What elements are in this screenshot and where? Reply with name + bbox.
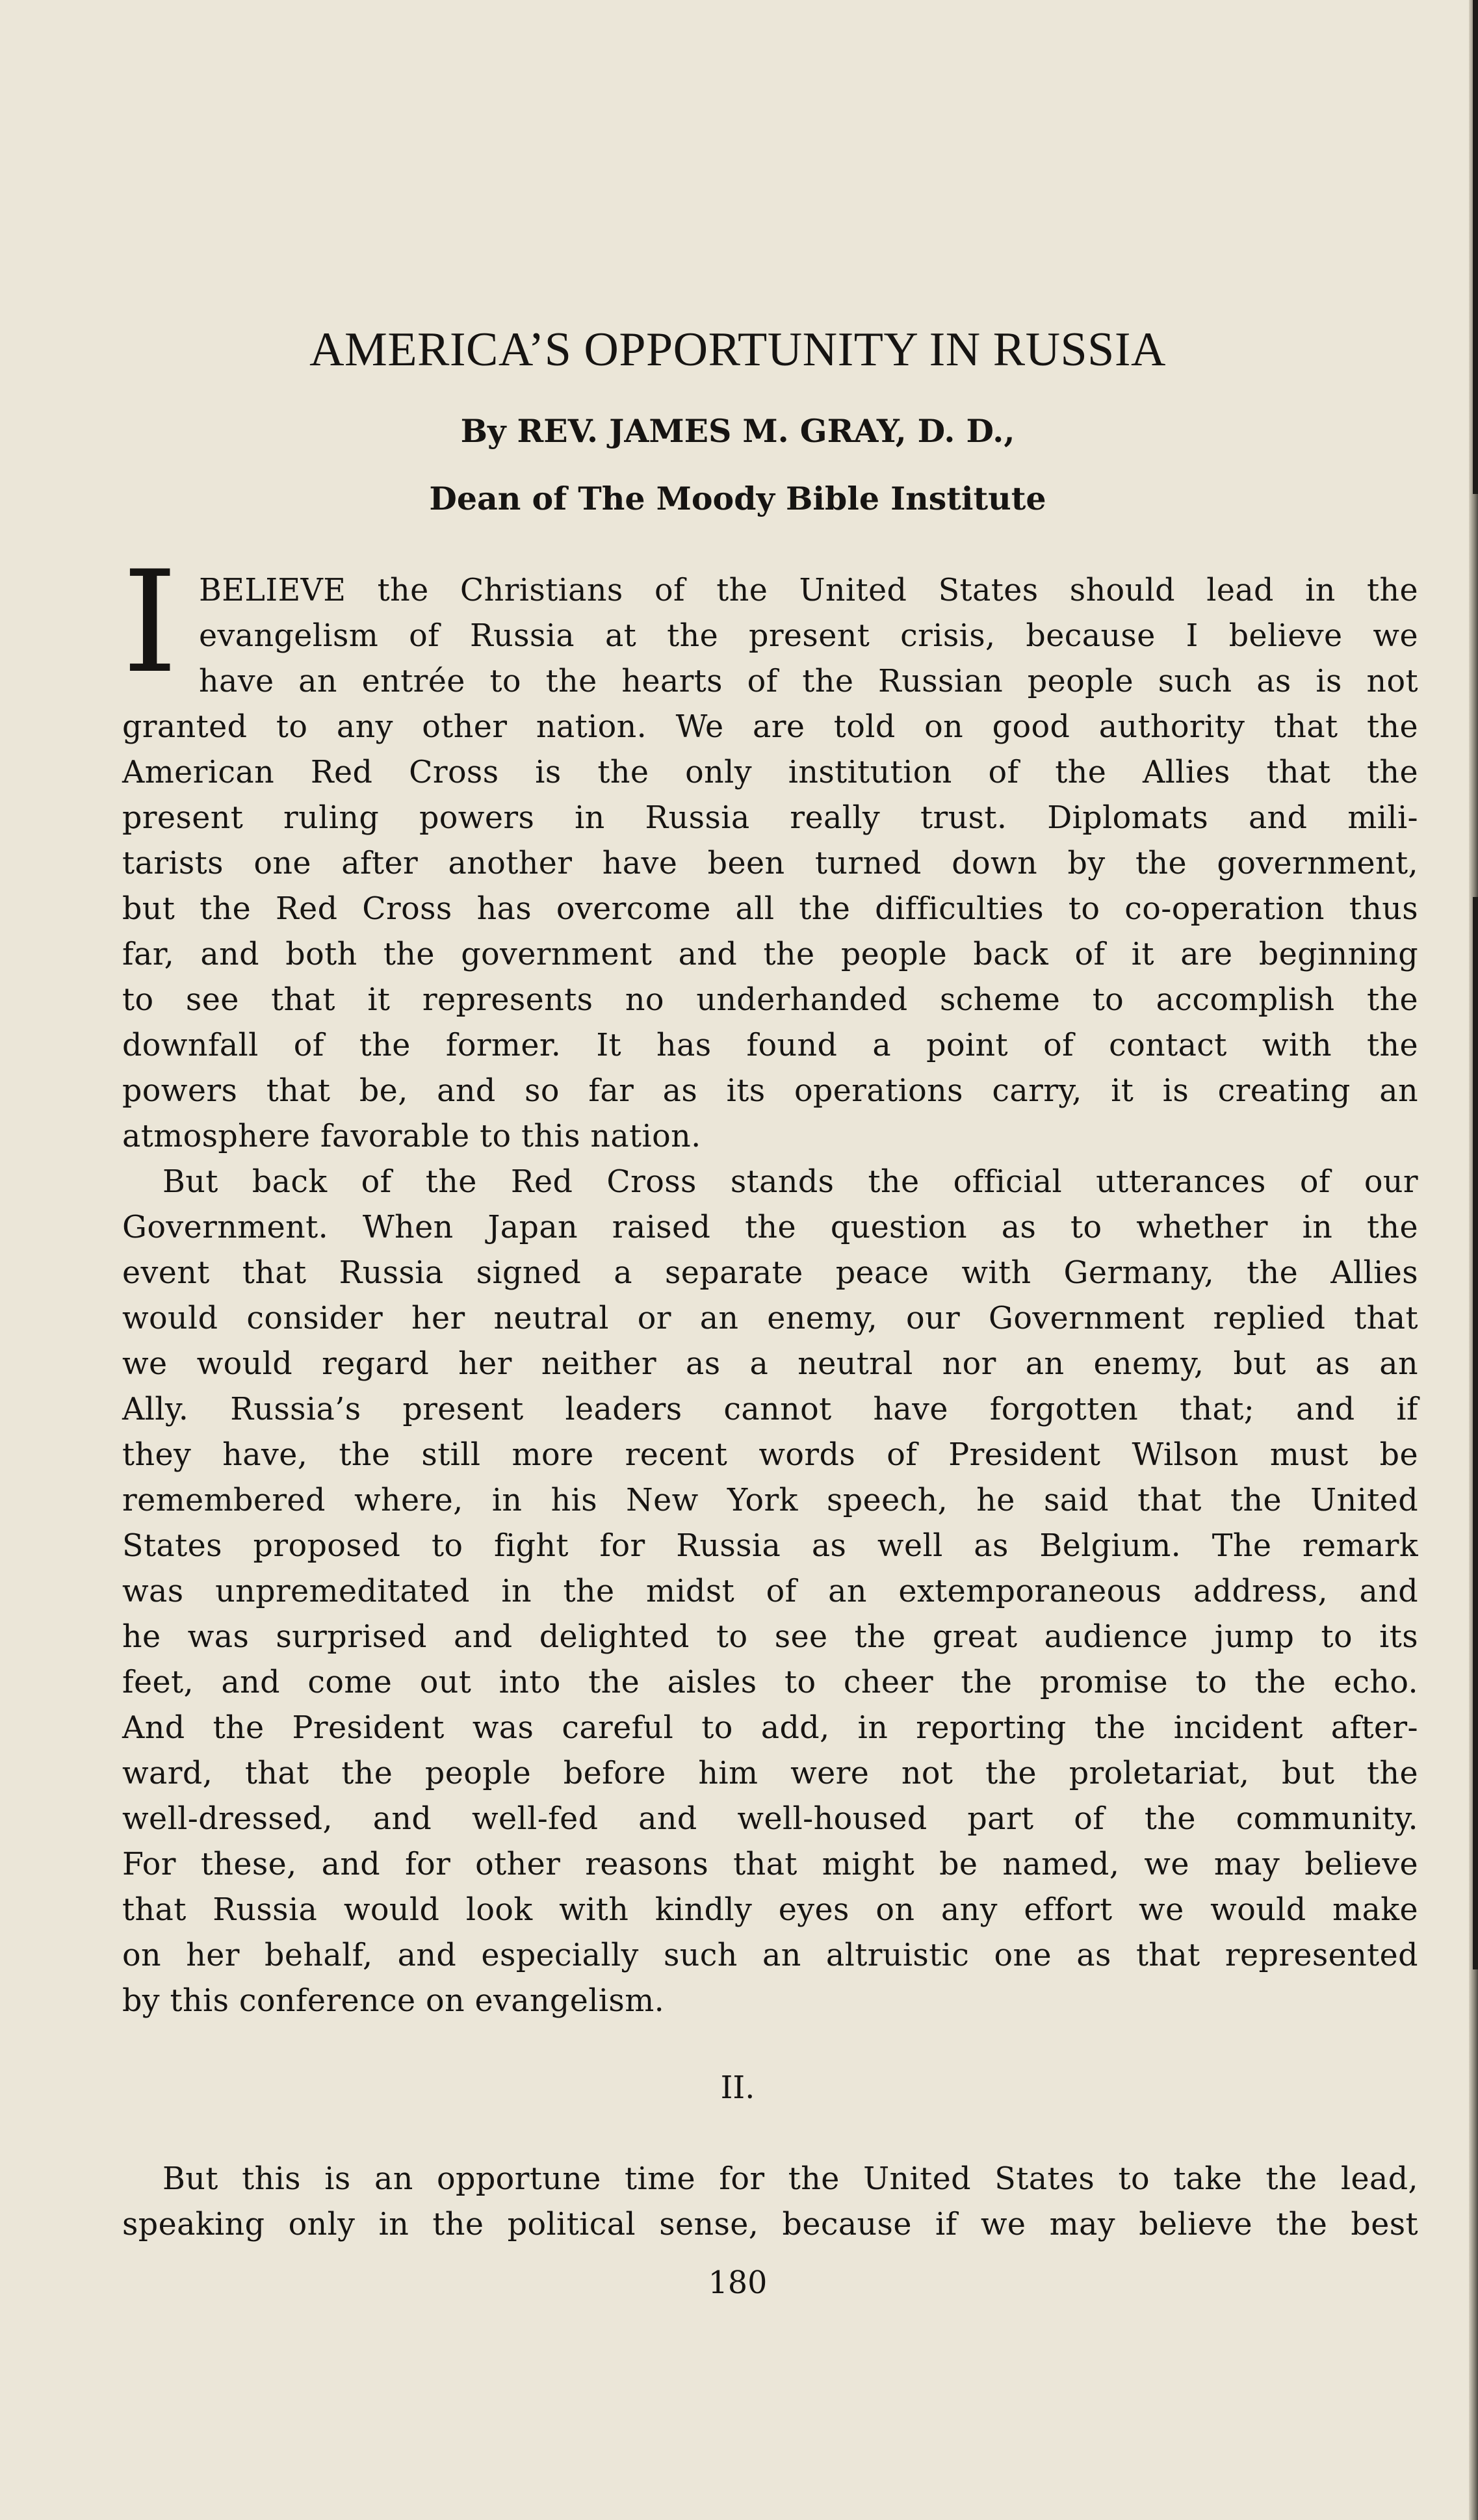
paragraph-1-line: but the Red Cross has overcome all the difficulties to co-operation thus <box>122 891 1418 927</box>
paragraph-2-line: they have, the still more recent words of President Wilson must be <box>122 1437 1418 1473</box>
section-number: II. <box>720 2070 755 2106</box>
author-affiliation: Dean of The Moody Bible Institute <box>429 480 1046 517</box>
paragraph-3-line: But this is an opportune time for the United States to take the lead, <box>162 2161 1418 2197</box>
article-title: AMERICA’S OPPORTUNITY IN RUSSIA <box>309 323 1166 376</box>
paragraph-2-line: on her behalf, and especially such an altruistic one as that represented <box>122 1938 1418 1973</box>
page-number: 180 <box>708 2265 768 2301</box>
paragraph-1-line: downfall of the former. It has found a point of contact with the <box>122 1028 1418 1063</box>
paragraph-1-line: American Red Cross is the only institution of the Allies that the <box>122 755 1418 790</box>
page-edge-dark-band-bottom <box>1473 897 1478 1969</box>
paragraph-1-line: granted to any other nation. We are told on good authority that the <box>122 709 1418 745</box>
paragraph-1-line: BELIEVE the Christians of the United States should lead in the <box>199 573 1418 608</box>
paragraph-2-line: Ally. Russia’s present leaders cannot have forgotten that; and if <box>122 1392 1418 1427</box>
paragraph-3-line: speaking only in the political sense, because if we may believe the best <box>122 2207 1418 2242</box>
paragraph-1-line: to see that it represents no underhanded scheme to accomplish the <box>122 982 1418 1018</box>
paragraph-1-line: atmosphere favorable to this nation. <box>122 1119 701 1154</box>
paragraph-1-line: tarists one after another have been turned down by the government, <box>122 846 1418 881</box>
paragraph-2-line: Government. When Japan raised the question as to whether in the <box>122 1210 1418 1245</box>
drop-cap: I <box>122 541 178 704</box>
paragraph-2-line: And the President was careful to add, in reporting the incident after- <box>122 1710 1418 1746</box>
paragraph-1-line: evangelism of Russia at the present crisis, because I believe we <box>199 618 1418 654</box>
paragraph-1-line: far, and both the government and the people back of it are beginning <box>122 937 1418 972</box>
paragraph-2-line: that Russia would look with kindly eyes on any effort we would make <box>122 1892 1418 1928</box>
paragraph-2-line: would consider her neutral or an enemy, our Government replied that <box>122 1301 1418 1336</box>
paragraph-1-line: powers that be, and so far as its operations carry, it is creating an <box>122 1073 1418 1109</box>
paragraph-1-line: present ruling powers in Russia really trust. Diplomats and mili- <box>122 800 1418 836</box>
paragraph-2-line: For these, and for other reasons that might be named, we may believe <box>122 1847 1418 1882</box>
paragraph-2-line: he was surprised and delighted to see the great audience jump to its <box>122 1619 1418 1655</box>
paragraph-2-line: we would regard her neither as a neutral nor an enemy, but as an <box>122 1346 1418 1382</box>
paragraph-2-line: But back of the Red Cross stands the official utterances of our <box>162 1164 1418 1200</box>
paragraph-2-line: was unpremeditated in the midst of an extemporaneous address, and <box>122 1574 1418 1609</box>
paragraph-2-line: well-dressed, and well-fed and well-housed part of the community. <box>122 1801 1418 1837</box>
paragraph-2-line: ward, that the people before him were not the proletariat, but the <box>122 1756 1418 1791</box>
paragraph-2-line: remembered where, in his New York speech, he said that the United <box>122 1483 1418 1518</box>
paragraph-2-line: event that Russia signed a separate peace with Germany, the Allies <box>122 1255 1418 1291</box>
paragraph-2-line: by this conference on evangelism. <box>122 1983 665 2019</box>
page-edge-dark-band-top <box>1473 0 1478 494</box>
author-byline: By REV. JAMES M. GRAY, D. D., <box>460 412 1015 450</box>
paragraph-2-line: States proposed to fight for Russia as well as Belgium. The remark <box>122 1528 1418 1564</box>
paragraph-2-line: feet, and come out into the aisles to cheer the promise to the echo. <box>122 1665 1418 1700</box>
paragraph-1-line: have an entrée to the hearts of the Russian people such as is not <box>199 664 1418 699</box>
